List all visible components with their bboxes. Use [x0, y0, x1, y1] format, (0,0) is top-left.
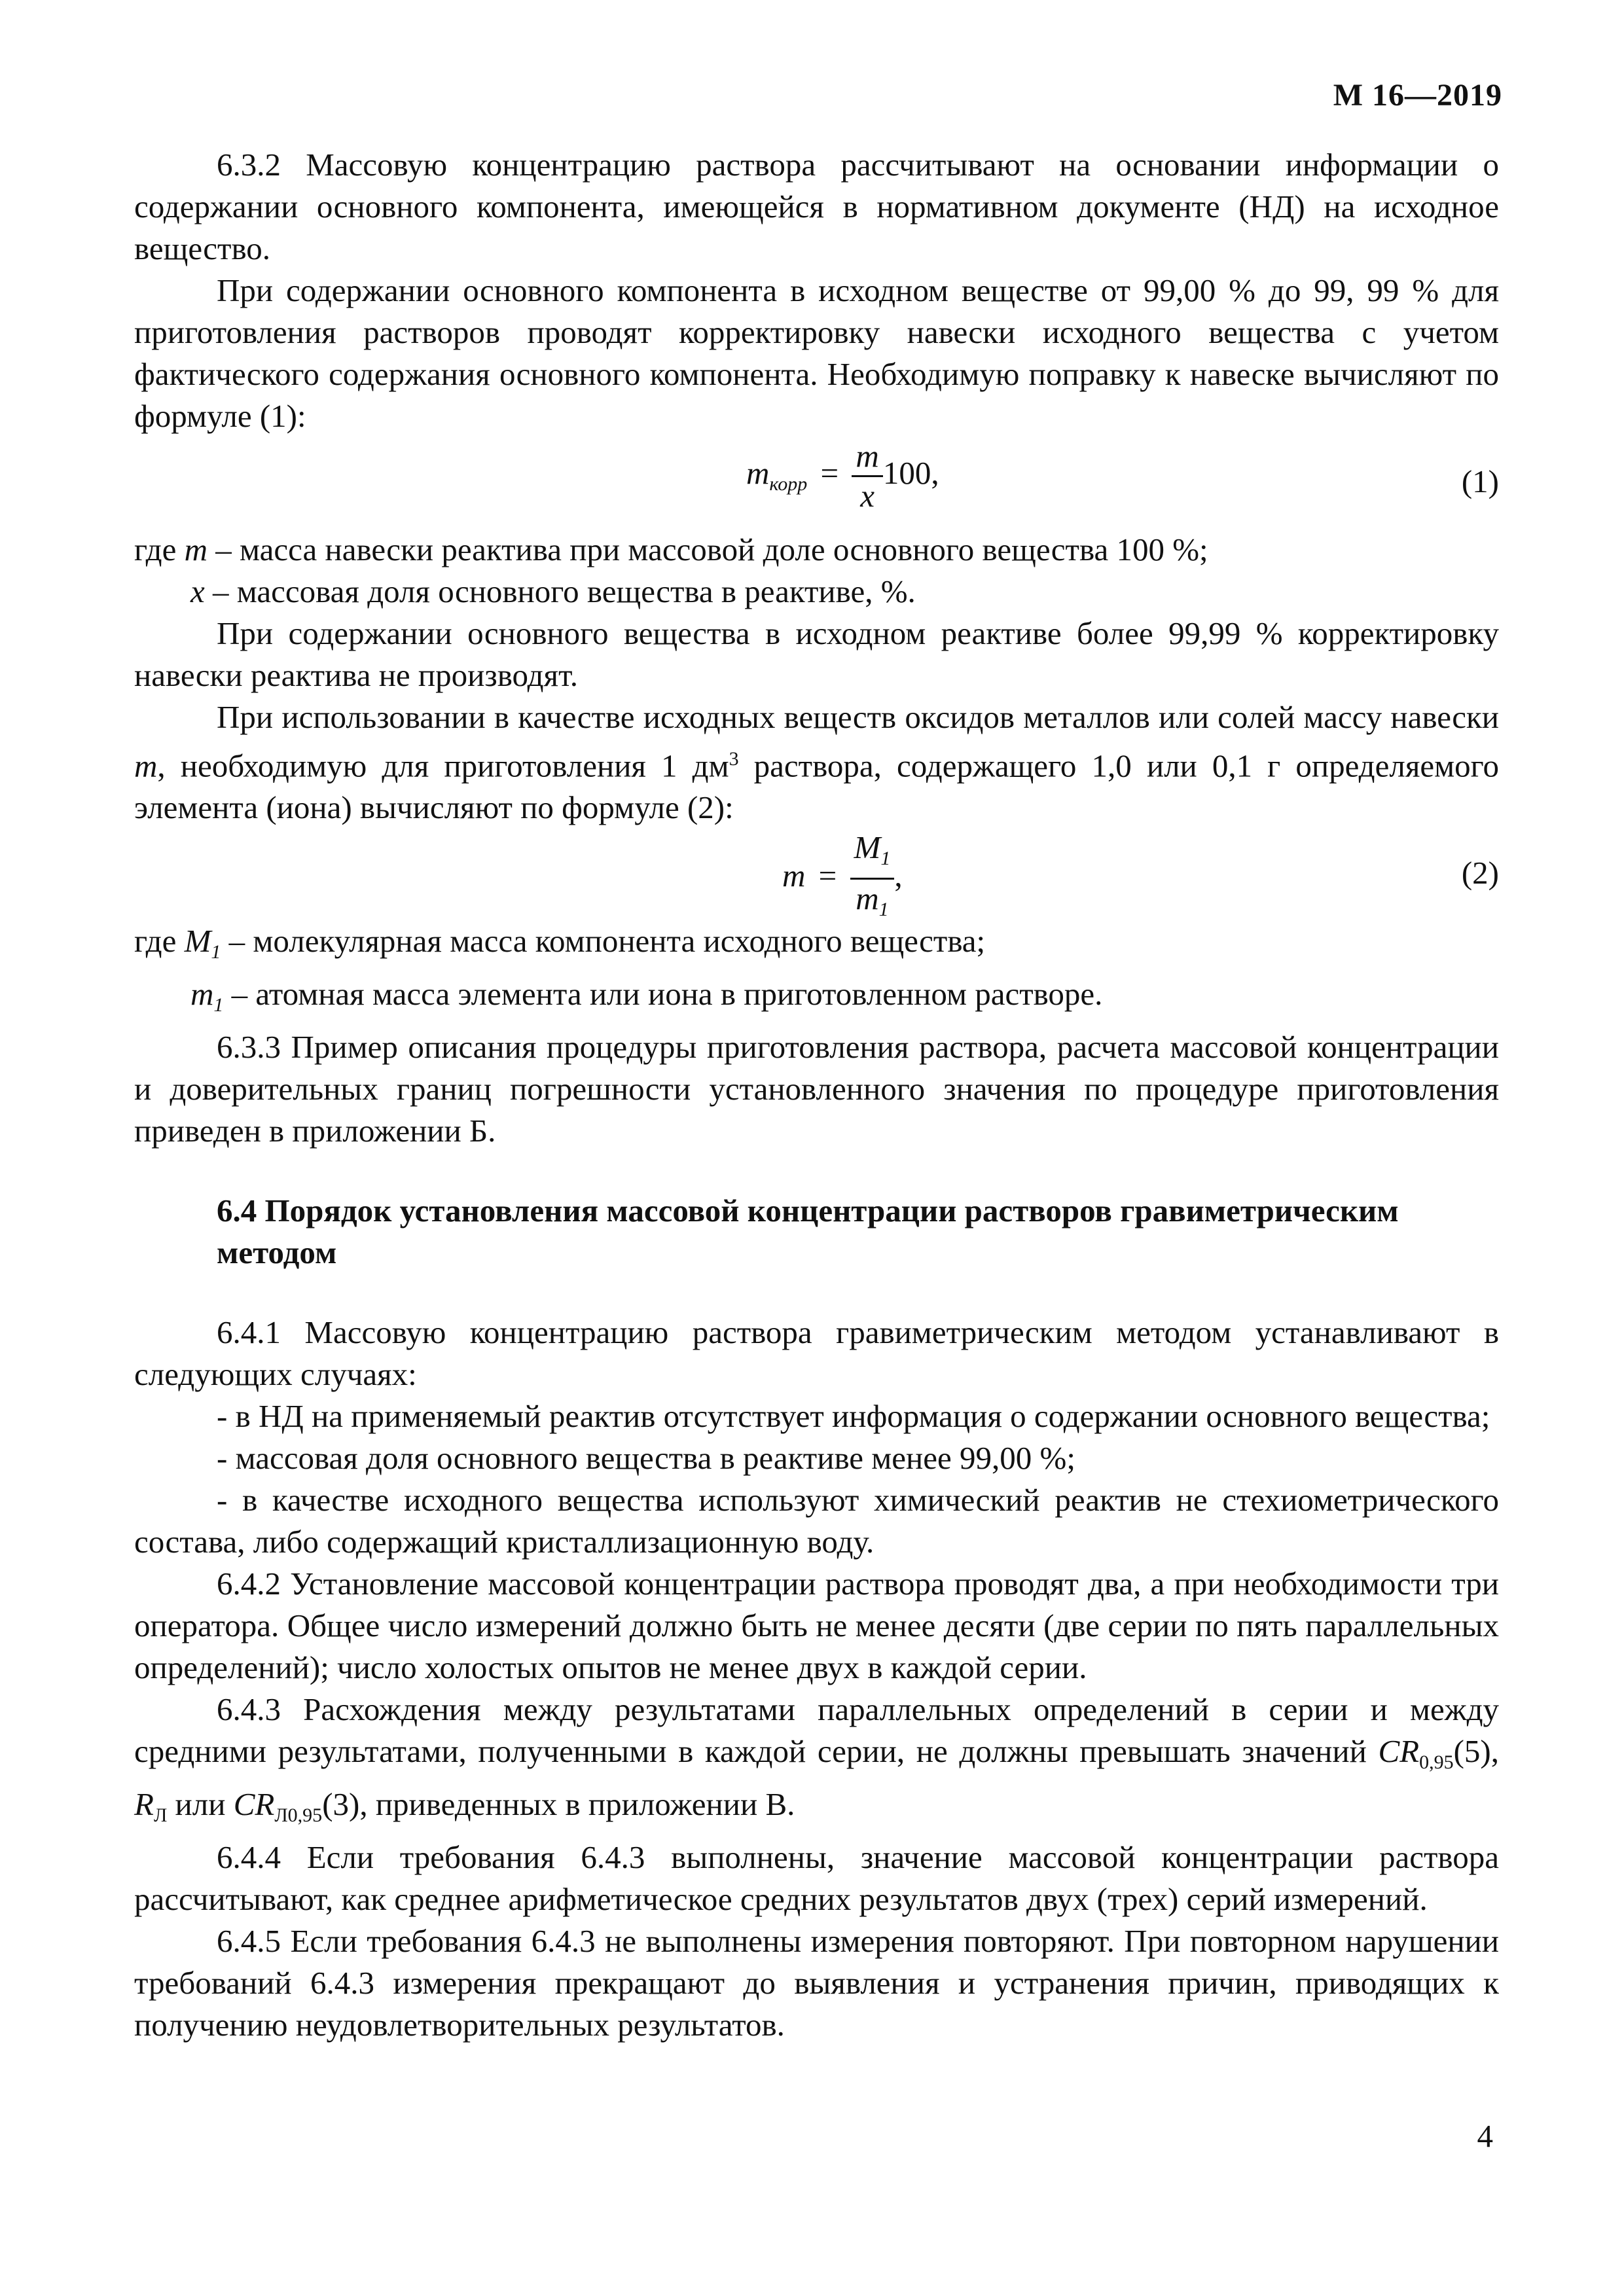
paragraph-over-9999: При содержании основного вещества в исходном реактиве более 99,99 % корректировку навески реактива не производят. [134, 615, 1499, 693]
formula-1-fraction [852, 437, 882, 515]
where-x [134, 571, 1499, 613]
formula-2-expression [782, 829, 903, 929]
p643-rl-sub: Л [153, 1804, 168, 1827]
formula-2-comma: , [894, 857, 903, 894]
where-x-text: – массовая доля основного вещества в реактиве, %. [204, 573, 916, 609]
formula-2-numerator [850, 829, 895, 878]
paragraph-6-3-2: 6.3.2 Массовую концентрацию раствора рассчитывают на основании информации о содержании основного компонента, имеющейся в нормативном документе (НД) на исходное вещество. [134, 147, 1499, 266]
paragraph-6-4-2: 6.4.2 Установление массовой концентрации раствора проводят два, а при необходимости три оператора. Общее число измерений должно быть не менее десяти (две серии по пять параллельных определений); число холостых опытов не менее двух в каждой серии. [134, 1566, 1499, 1686]
formula-2-eq: = [818, 857, 837, 894]
document-code: М 16—2019 [1333, 78, 1502, 113]
paragraph-6-4-4: 6.4.4 Если требования 6.4.3 выполнены, значение массовой концентрации раствора рассчитывают, как среднее арифметическое средних результатов двух (трех) серий измерений. [134, 1839, 1499, 1918]
where-M1-text: – молекулярная масса компонента исходного вещества; [221, 923, 986, 960]
paragraph-correction: При содержании основного компонента в исходном веществе от 99,00 % до 99, 99 % для приготовления растворов проводят корректировку навески исходного вещества с учетом фактического содержания основного компонента. Необходимую поправку к навеске вычисляют по формуле (1): [134, 272, 1499, 434]
oxides-part1: При использовании в качестве исходных веществ оксидов металлов или солей массу навески [217, 699, 1499, 735]
paragraph-6-4-3 [134, 1689, 1499, 1837]
symbol-M1: M [184, 923, 211, 960]
formula-2-lhs: m [782, 857, 806, 894]
formula-1 [134, 437, 1499, 529]
formula-2-fraction [850, 829, 895, 929]
where-m-text: – масса навески реактива при массовой доле основного вещества 100 %; [207, 531, 1208, 567]
oxides-sup: 3 [729, 748, 739, 770]
formula-2 [134, 829, 1499, 920]
formula-1-eq: = [820, 454, 839, 491]
where-m1-text: – атомная масса элемента или иона в приготовленном растворе. [223, 976, 1103, 1013]
p643-cr2-sub: Л0,95 [274, 1804, 323, 1827]
where-m [134, 529, 1499, 571]
formula-2-number: (2) [1461, 855, 1499, 891]
where-word: где [134, 923, 185, 960]
symbol-m1: m [190, 976, 214, 1013]
paragraph-6-4-5: 6.4.5 Если требования 6.4.3 не выполнены измерения повторяют. При повторном нарушении требований 6.4.3 измерения прекращают до выявления и устранения причин, приводящих к получению неудовлетворительных результатов. [134, 1923, 1499, 2043]
list-item: - в качестве исходного вещества используют химический реактив не стехиометрического состава, либо содержащий кристаллизационную воду. [134, 1482, 1499, 1560]
p643-cr1-arg: (5), [1453, 1733, 1499, 1770]
symbol-M1-sub: 1 [211, 941, 221, 963]
oxides-part3: раствора, содержащего 1,0 или 0,1 г определяемого элемента (иона) вычисляют по формуле (2): [134, 747, 1499, 826]
formula-1-number: (1) [1461, 463, 1499, 499]
symbol-m1-sub: 1 [213, 994, 224, 1016]
oxides-symbol-m: m [134, 747, 158, 784]
p643-part2: (3), приведенных в приложении В. [322, 1786, 795, 1823]
formula-2-m: m [856, 880, 879, 917]
formula-2-M-sub: 1 [880, 848, 891, 870]
p643-cr1: CR [1378, 1733, 1420, 1770]
symbol-m: m [184, 531, 208, 567]
page-number: 4 [1477, 2118, 1493, 2154]
paragraph-6-3-3: 6.3.3 Пример описания процедуры приготовления раствора, расчета массовой концентрации и доверительных границ погрешности установленного значения по процедуре приготовления приведен в приложении Б. [134, 1029, 1499, 1149]
p643-cr2: CR [233, 1786, 275, 1823]
symbol-x: x [190, 573, 205, 609]
where-m1 [134, 973, 1499, 1026]
formula-1-factor: 100, [882, 454, 939, 491]
page-content [134, 144, 1499, 2046]
formula-2-M: M [854, 829, 881, 866]
p643-rl: R [134, 1786, 154, 1823]
list-item: - в НД на применяемый реактив отсутствует информация о содержании основного вещества; [217, 1398, 1490, 1435]
section-heading-6-4: 6.4 Порядок установления массовой концентрации растворов гравиметрическим методом [217, 1193, 1399, 1271]
p643-cr1-sub: 0,95 [1419, 1751, 1454, 1774]
p643-part1: 6.4.3 Расхождения между результатами параллельных определений в серии и между средними результатами, полученными в каждой серии, не должны превышать значений [134, 1691, 1499, 1770]
list-item: - массовая доля основного вещества в реактиве менее 99,00 %; [217, 1440, 1075, 1477]
oxides-part2: , необходимую для приготовления 1 дм [157, 747, 729, 784]
p643-or: или [167, 1786, 234, 1823]
formula-1-expression [746, 437, 939, 515]
formula-1-numerator: m [856, 438, 879, 474]
formula-2-denominator [852, 880, 892, 929]
formula-2-m-sub: 1 [878, 899, 889, 921]
formula-1-lhs: m [746, 454, 770, 491]
paragraph-6-4-1: 6.4.1 Массовую концентрацию раствора гравиметрическим методом устанавливают в следующих случаях: [134, 1314, 1499, 1393]
paragraph-oxides [134, 696, 1499, 829]
formula-1-lhs-sub: корр [769, 473, 808, 495]
formula-1-denominator: x [860, 478, 875, 514]
where-word: где [134, 531, 185, 567]
